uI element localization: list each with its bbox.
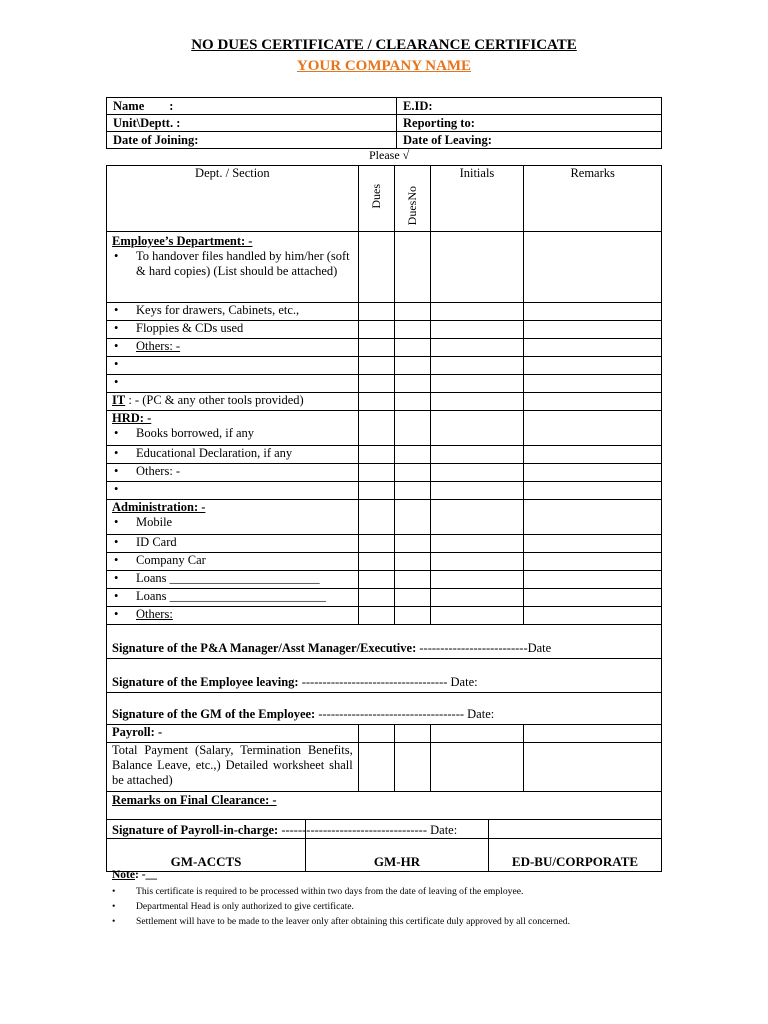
name-field[interactable]: Name : — [107, 98, 397, 115]
reporting-to-field[interactable]: Reporting to: — [397, 115, 662, 132]
table-row: • Loans ________________________ — [107, 571, 662, 589]
table-row: • Others: — [107, 607, 662, 625]
clearance-table — [106, 165, 662, 839]
table-row: • — [107, 357, 662, 375]
col-remarks: Remarks — [524, 166, 662, 232]
header-row — [107, 166, 662, 232]
col-dept-section: Dept. / Section — [107, 166, 359, 232]
list-item: • This certificate is required to be processed within two days from the date of leaving of the employee. — [112, 886, 524, 897]
dues-cell[interactable] — [358, 232, 394, 303]
date-of-joining-field[interactable]: Date of Joining: — [107, 132, 397, 149]
table-row: • — [107, 482, 662, 500]
list-item: • Departmental Head is only authorized to give certificate. — [112, 901, 354, 912]
table-row: • Educational Declaration, if any — [107, 446, 662, 464]
table-row: • Company Car — [107, 553, 662, 571]
table-row: • Others: - — [107, 464, 662, 482]
employee-department-heading: Employee’s Department: - — [112, 234, 253, 248]
table-row — [107, 725, 662, 743]
remarks-cell[interactable] — [524, 232, 662, 303]
table-row — [107, 232, 662, 303]
note-heading: Note: -__ — [112, 869, 158, 881]
it-heading: IT — [112, 393, 126, 407]
list-item: • To handover files handled by him/her (soft & hard copies) (List should be attached) — [114, 249, 350, 278]
ed-bu-signature[interactable]: ED-BU/CORPORATE — [489, 820, 662, 872]
table-row: • Keys for drawers, Cabinets, etc., — [107, 303, 662, 321]
hrd-heading: HRD: - — [112, 411, 152, 425]
payroll-heading: Payroll: - — [112, 725, 163, 739]
administration-heading: Administration: - — [112, 500, 206, 514]
col-dues: Dues — [358, 166, 394, 232]
signature-gm-row: Signature of the GM of the Employee: ----------------------------------- Date: — [107, 693, 662, 725]
remarks-final-heading: Remarks on Final Clearance: - — [112, 793, 277, 807]
initials-cell[interactable] — [430, 232, 524, 303]
signature-employee-row: Signature of the Employee leaving: ----------------------------------- Date: — [107, 659, 662, 693]
table-row: • Loans _________________________ — [107, 589, 662, 607]
signature-pa-row: Signature of the P&A Manager/Asst Manager/Executive: --------------------------Date — [107, 625, 662, 659]
table-row: • Floppies & CDs used — [107, 321, 662, 339]
company-name: YOUR COMPANY NAME — [296, 58, 472, 74]
date-of-leaving-field[interactable]: Date of Leaving: — [397, 132, 662, 149]
certificate-title: NO DUES CERTIFICATE / CLEARANCE CERTIFICATE — [191, 37, 577, 53]
bullet-icon: • — [114, 249, 119, 263]
table-row: Administration: - • Mobile — [107, 500, 662, 535]
employee-info-table — [106, 97, 662, 149]
eid-field[interactable]: E.ID: — [397, 98, 662, 115]
approval-signatures — [106, 819, 662, 872]
final-clearance-row: Remarks on Final Clearance: - Signature of Payroll-in-charge: ----------------------------------- Date: — [107, 792, 662, 839]
table-row: • ID Card — [107, 535, 662, 553]
unit-dept-field[interactable]: Unit\Deptt. : — [107, 115, 397, 132]
table-row: • Others: - — [107, 339, 662, 357]
table-row: IT : - (PC & any other tools provided) — [107, 393, 662, 411]
list-item: • Settlement will have to be made to the leaver only after obtaining this certificate duly approved by all concerned. — [112, 916, 570, 927]
col-initials: Initials — [430, 166, 524, 232]
col-dues-no: DuesNo — [394, 166, 430, 232]
dues-no-cell[interactable] — [394, 232, 430, 303]
table-row: HRD: - • Books borrowed, if any — [107, 411, 662, 446]
notes-list — [112, 884, 570, 929]
please-tick-label: Please √ — [369, 148, 410, 162]
table-row: • — [107, 375, 662, 393]
gm-accts-signature[interactable]: GM-ACCTS — [107, 820, 306, 872]
gm-hr-signature[interactable]: GM-HR — [306, 820, 489, 872]
table-row: Total Payment (Salary, Termination Benefits, Balance Leave, etc.,) Detailed worksheet shall be attached) — [107, 743, 662, 792]
